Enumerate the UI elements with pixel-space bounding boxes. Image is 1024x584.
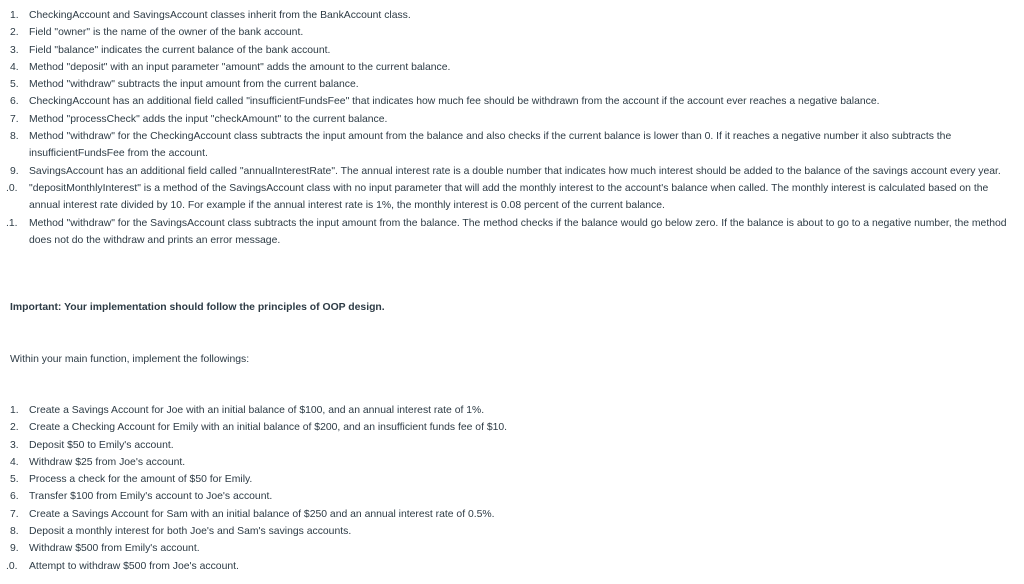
list-item: [10, 163, 1010, 180]
item-number: 8.: [10, 131, 19, 143]
item-text: Withdraw $25 from Joe's account.: [29, 456, 186, 468]
list-item: [10, 42, 1010, 59]
item-text: CheckingAccount has an additional field called "insufficientFundsFee" that indicates how much fee should be withdrawn from the account if the account ever reaches a negative balance.: [29, 96, 880, 108]
requirements-list: [6, 7, 1010, 249]
item-text: Create a Savings Account for Sam with an initial balance of $250 and an annual interest rate of 0.5%.: [29, 508, 495, 520]
item-number: .0.: [6, 560, 18, 572]
item-number: .1.: [6, 217, 18, 229]
list-item: [6, 215, 1010, 250]
item-number: 4.: [10, 61, 19, 73]
item-text: Field "balance" indicates the current balance of the bank account.: [29, 44, 331, 56]
important-text: Important: Your implementation should follow the principles of OOP design.: [10, 302, 385, 313]
item-number: 9.: [10, 543, 19, 555]
item-text: Deposit $50 to Emily's account.: [29, 439, 174, 451]
item-number: 1.: [10, 405, 19, 416]
item-number: 1.: [10, 10, 19, 21]
list-item: [10, 540, 1010, 557]
list-item: [10, 523, 1010, 540]
item-text: Field "owner" is the name of the owner of the bank account.: [29, 27, 304, 39]
item-text: Create a Checking Account for Emily with an initial balance of $200, and an insufficient funds fee of $10.: [29, 422, 508, 434]
list-item: [10, 59, 1010, 76]
item-number: 7.: [10, 113, 19, 125]
list-item: [10, 402, 1010, 419]
item-text: Method "processCheck" adds the input "checkAmount" to the current balance.: [29, 113, 388, 125]
list-item: [10, 437, 1010, 454]
item-number: 8.: [10, 526, 19, 538]
item-number: 9.: [10, 165, 19, 177]
list-item: [10, 471, 1010, 488]
item-number: 4.: [10, 456, 19, 468]
tasks-list: [6, 402, 1010, 575]
list-item: [10, 419, 1010, 436]
list-item: [10, 24, 1010, 41]
list-item: [10, 128, 1010, 163]
list-item: [6, 180, 1010, 215]
item-number: 6.: [10, 96, 19, 108]
important-note: [10, 299, 385, 316]
item-text: Withdraw $500 from Emily's account.: [29, 543, 200, 555]
item-number: .0.: [6, 182, 18, 194]
list-item: [10, 76, 1010, 93]
list-item: [10, 7, 1010, 24]
item-text: Method "withdraw" subtracts the input amount from the current balance.: [29, 79, 359, 91]
item-text: CheckingAccount and SavingsAccount classes inherit from the BankAccount class.: [29, 10, 411, 21]
item-text: Attempt to withdraw $500 from Joe's account.: [29, 560, 239, 572]
item-number: 2.: [10, 27, 19, 39]
item-number: 2.: [10, 422, 19, 434]
list-item: [10, 111, 1010, 128]
list-item: [10, 488, 1010, 505]
item-number: 3.: [10, 439, 19, 451]
item-text: Method "deposit" with an input parameter "amount" adds the amount to the current balance.: [29, 61, 451, 73]
list-item: [10, 93, 1010, 110]
item-number: 6.: [10, 491, 19, 503]
list-item: [10, 506, 1010, 523]
item-number: 5.: [10, 79, 19, 91]
item-text: "depositMonthlyInterest" is a method of the SavingsAccount class with no input parameter that will add the monthly interest to the account's balance when called. The monthly interest is calculated based on the annual interest rate divided by 10. For example if the annual interest rate is 1%, the monthly interest is 0.08 percent of the current balance.: [29, 182, 989, 212]
item-text: Method "withdraw" for the SavingsAccount class subtracts the input amount from the balance. The method checks if the balance would go below zero. If the balance is about to go to a negative number, the method does not do the withdraw and prints an error message.: [29, 217, 1007, 246]
item-number: 3.: [10, 44, 19, 56]
list-item: [10, 454, 1010, 471]
item-number: 5.: [10, 474, 19, 486]
item-text: Process a check for the amount of $50 for Emily.: [29, 474, 253, 486]
item-text: Deposit a monthly interest for both Joe's and Sam's savings accounts.: [29, 526, 352, 538]
item-text: SavingsAccount has an additional field called "annualInterestRate". The annual interest rate is a double number that indicates how much interest should be added to the balance of the savings account every year.: [29, 165, 1001, 177]
item-number: 7.: [10, 508, 19, 520]
main-function-intro: Within your main function, implement the followings:: [10, 354, 250, 365]
item-text: Method "withdraw" for the CheckingAccount class subtracts the input amount from the balance and also checks if the current balance is lower than 0. If it reaches a negative number it also subtracts the insufficientFundsFee from the account.: [29, 131, 952, 160]
item-text: Transfer $100 from Emily's account to Joe's account.: [29, 491, 273, 503]
item-text: Create a Savings Account for Joe with an initial balance of $100, and an annual interest rate of 1%.: [29, 405, 485, 416]
list-item: [6, 558, 1010, 575]
